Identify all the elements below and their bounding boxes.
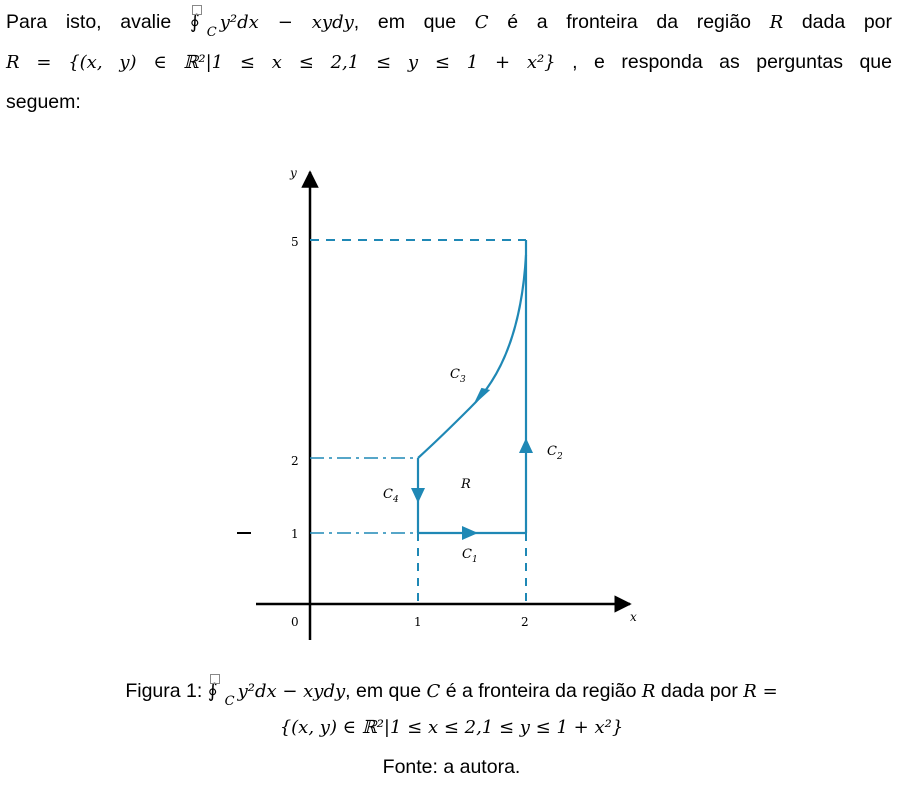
caption-text-1: , em que (345, 680, 422, 702)
label-c1: $C_1$ (462, 547, 478, 565)
x-tick-1: 1 (414, 615, 422, 629)
region-label: R (461, 477, 471, 492)
origin-label: 0 (291, 615, 299, 629)
figure-caption-line-1 (0, 675, 903, 715)
arrow-c2 (519, 438, 533, 453)
y-tick-1: 1 (291, 527, 299, 541)
arrow-c4 (411, 488, 425, 503)
label-c4: $C_4$ (383, 487, 399, 505)
caption-text-3: dada por (660, 680, 738, 702)
intro-line-1 (6, 2, 892, 42)
intro-text-1: Para isto, avalie (6, 11, 172, 33)
intro-text-6: seguem: (6, 91, 81, 113)
intro-text-3: é a fronteira da região (507, 11, 751, 33)
caption-r-eq: R = (743, 681, 778, 702)
intro-text-2: , em que (353, 11, 457, 33)
arrow-c1 (462, 526, 478, 540)
intro-line-2 (6, 42, 892, 82)
x-tick-2: 2 (521, 615, 529, 629)
caption-text-2: é a fronteira da região (445, 680, 637, 702)
caption-integrand: y²dx − xydy (237, 681, 346, 702)
set-definition: R = {(x, y) ∈ ℝ²|1 ≤ x ≤ 2,1 ≤ y ≤ 1 + x²} (6, 52, 556, 73)
curve-c3 (418, 255, 526, 458)
contour-integral-symbol: ∮ $_C$ (190, 11, 220, 33)
label-c3: $C_3$ (450, 367, 466, 385)
arrow-c3 (473, 387, 490, 408)
source-text: Fonte: a autora. (382, 756, 521, 778)
intro-paragraph (6, 2, 892, 122)
intro-line-3 (6, 82, 892, 122)
label-c2: $C_2$ (547, 444, 563, 462)
caption-integral-symbol: ∮ $_C$ (208, 680, 238, 702)
r-symbol: R (769, 12, 784, 33)
c-symbol: C (474, 12, 489, 33)
intro-text-4: dada por (801, 11, 893, 33)
caption-c-symbol: C (426, 681, 441, 702)
integrand: y²dx − xydy (219, 12, 354, 33)
figure-source (0, 751, 903, 783)
intro-text-5: , e responda as perguntas que (572, 51, 892, 73)
figure-caption-line-2 (0, 711, 903, 744)
caption-prefix: Figura 1: (125, 680, 203, 702)
caption-set-definition: {(x, y) ∈ ℝ²|1 ≤ x ≤ 2,1 ≤ y ≤ 1 + x²} (279, 717, 624, 738)
x-axis-label: x (630, 610, 637, 624)
caption-r-symbol: R (641, 681, 656, 702)
y-tick-2: 2 (291, 454, 299, 468)
y-tick-5: 5 (291, 235, 299, 249)
region-figure (228, 157, 648, 647)
y-axis-label: y (290, 166, 297, 180)
